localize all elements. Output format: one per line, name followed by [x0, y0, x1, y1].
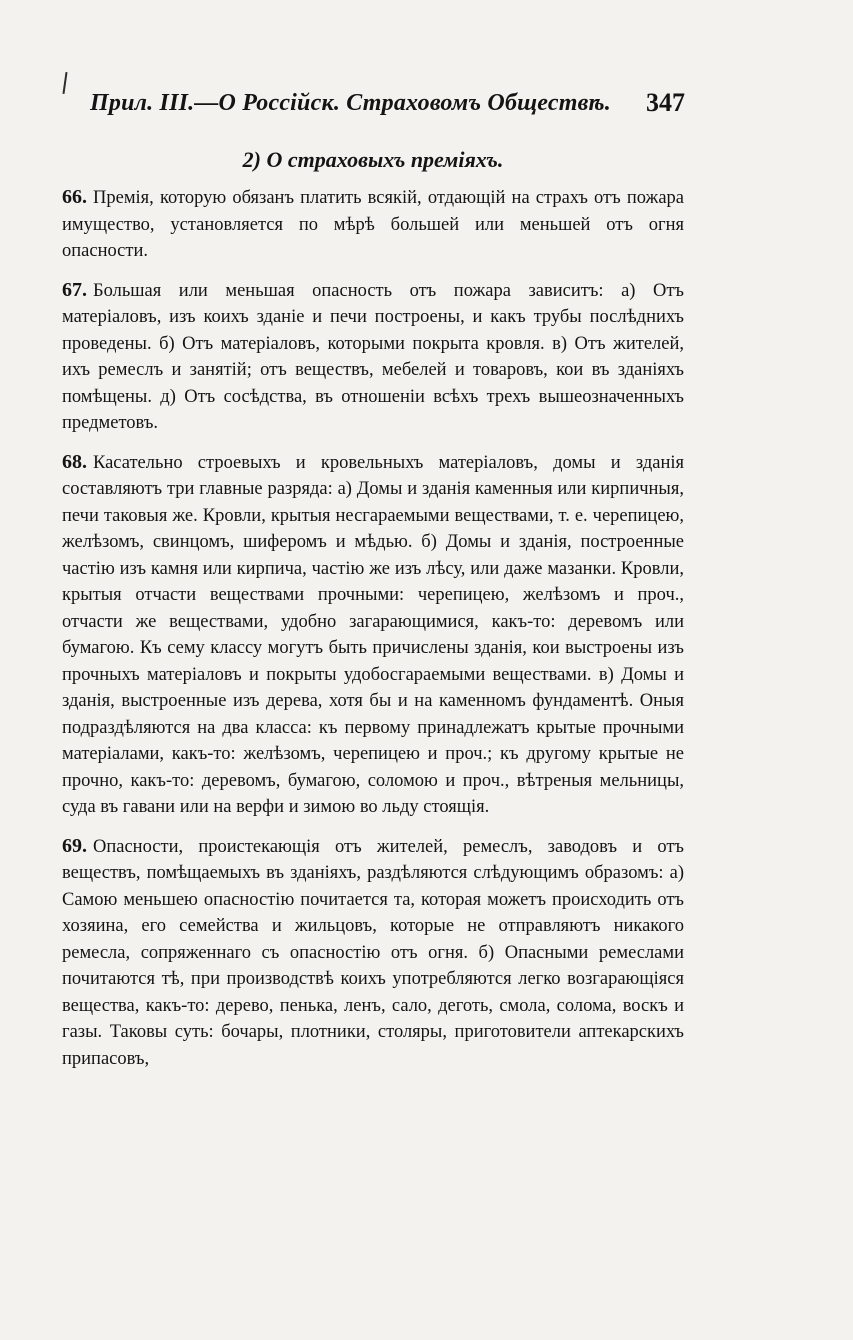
paragraph-text: Премія, которую обязанъ платить всякій, отдающій на страхъ отъ пожара имущество, установляется по мѣрѣ большей или меньшей отъ огня опасности. — [62, 188, 684, 261]
page-header — [90, 88, 685, 122]
paragraph-number: 66. — [62, 186, 87, 208]
paragraph-66 — [62, 184, 684, 265]
paragraph-69 — [62, 833, 684, 1073]
paragraph-67 — [62, 277, 684, 437]
margin-mark — [62, 72, 67, 94]
page-number: 347 — [646, 88, 685, 117]
running-head: Прил. III.—О Россійск. Страховомъ Обществѣ. — [90, 90, 611, 116]
body-text — [62, 184, 684, 1084]
paragraph-text: Большая или меньшая опасность отъ пожара зависитъ: а) Отъ матеріаловъ, изъ коихъ зданіе и печи построены, и какъ трубы послѣднихъ проведены. б) Отъ матеріаловъ, которыми покрыта кровля. в) Отъ жителей, ихъ ремеслъ и занятій; отъ веществъ, мебелей и товаровъ, кои въ зданіяхъ помѣщены. д) Отъ сосѣдства, въ отношеніи всѣхъ трехъ вышеозначенныхъ предметовъ. — [62, 280, 684, 433]
section-heading: 2) О страховыхъ преміяхъ. — [242, 147, 504, 172]
paragraph-text: Касательно строевыхъ и кровельныхъ матеріаловъ, домы и зданія составляютъ три главные разряда: а) Домы и зданія каменныя или кирпичныя, печи таковыя же. Кровли, крытыя несгараемыми веществами, т. е. черепицею, желѣзомъ, свинцомъ, шиферомъ и мѣдью. б) Домы и зданія, построенные частію изъ камня или кирпича, частію же изъ лѣсу, или даже мазанки. Кровли, крытыя отчасти веществами прочными: черепицею, желѣзомъ и проч., отчасти же веществами, удобно загарающимися, какъ-то: деревомъ или бумагою. Къ сему классу могутъ быть причислены зданія, кои выстроены изъ прочныхъ матеріаловъ и покрыты удобосгараемыми веществами. в) Домы и зданія, выстроенные изъ дерева, хотя бы и на каменномъ фундаментѣ. Оныя подраздѣляются на два класса: къ первому принадлежатъ крытые прочными матеріалами, какъ-то: желѣзомъ, черепицею и проч.; къ другому крытые не прочно, какъ-то: деревомъ, бумагою, соломою и проч., вѣтреныя мельницы, суда въ гавани или на верфи и зимою во льду стоящія. — [62, 452, 684, 817]
paragraph-number: 67. — [62, 278, 87, 301]
paragraph-number: 68. — [62, 450, 87, 473]
paragraph-number: 69. — [62, 834, 87, 857]
paragraph-68 — [62, 449, 684, 821]
paragraph-text: Опасности, проистекающія отъ жителей, ремеслъ, заводовъ и отъ веществъ, помѣщаемыхъ въ зданіяхъ, раздѣляются слѣдующимъ образомъ: а) Самою меньшею опасностію почитается та, которая можетъ происходить отъ хозяина, его семейства и жильцовъ, которые не отправляютъ никакого ремесла, сопряженнаго съ опасностію отъ огня. б) Опасными ремеслами почитаются тѣ, при производствѣ коихъ употребляются легко возгарающіяся вещества, какъ-то: дерево, пенька, ленъ, сало, деготь, смола, солома, воскъ и газы. Таковы суть: бочары, плотники, столяры, приготовители аптекарскихъ припасовъ, — [62, 836, 684, 1069]
